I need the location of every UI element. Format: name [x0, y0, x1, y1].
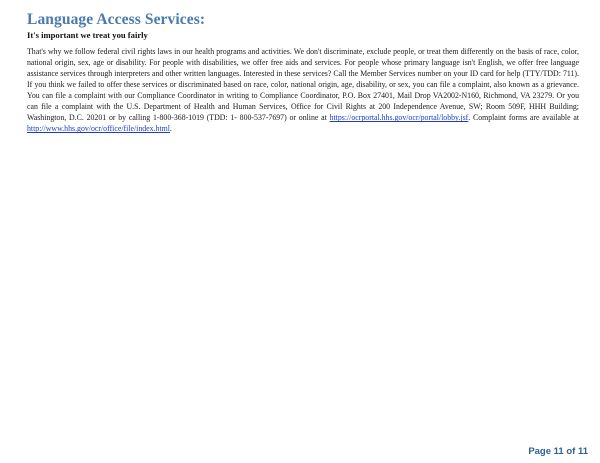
section-title: Language Access Services:	[27, 11, 206, 28]
complaint-forms-link[interactable]: http://www.hhs.gov/ocr/office/file/index.html	[27, 124, 170, 134]
paragraph-text-part1: That's why we follow federal civil rights laws in our health programs and activities. We don't discriminate, exclude people, or treat them differently on the basis of race, color, national origin, sex, age or disability. For people with disabilities, we offer free aids and services. For people whose primary language isn't English, we offer free language assistance services through interpreters and other written languages. Interested in these services? Call the Member Services number on your ID card for help (TTY/TDD: 711). If you think we failed to offer these services or discriminated based on race, color, national origin, age, disability, or sex, you can file a complaint, also known as a grievance. You can file a complaint with our Compliance Coordinator in writing to Compliance Coordinator, P.O. Box 27401, Mail Drop VA2002-N160, Richmond, VA 23279. Or you can file a complaint with the U.S. Department of Health and Human Services, Office for Civil Rights at 200 Independence Avenue, SW; Room 509F, HHH Building; Washington, D.C. 20201 or by calling 1-800-368-1019 (TDD: 1- 800-537-7697) or online at	[27, 47, 579, 123]
paragraph-text-part2: . Complaint forms are available at	[468, 113, 579, 123]
section-subtitle: It's important we treat you fairly	[27, 30, 148, 40]
nondiscrimination-paragraph	[27, 46, 579, 134]
document-page	[27, 11, 579, 134]
ocr-portal-link[interactable]: https://ocrportal.hhs.gov/ocr/portal/lobby.jsf	[329, 113, 469, 123]
page-number: Page 11 of 11	[528, 446, 588, 457]
paragraph-text-part3: .	[169, 124, 172, 134]
